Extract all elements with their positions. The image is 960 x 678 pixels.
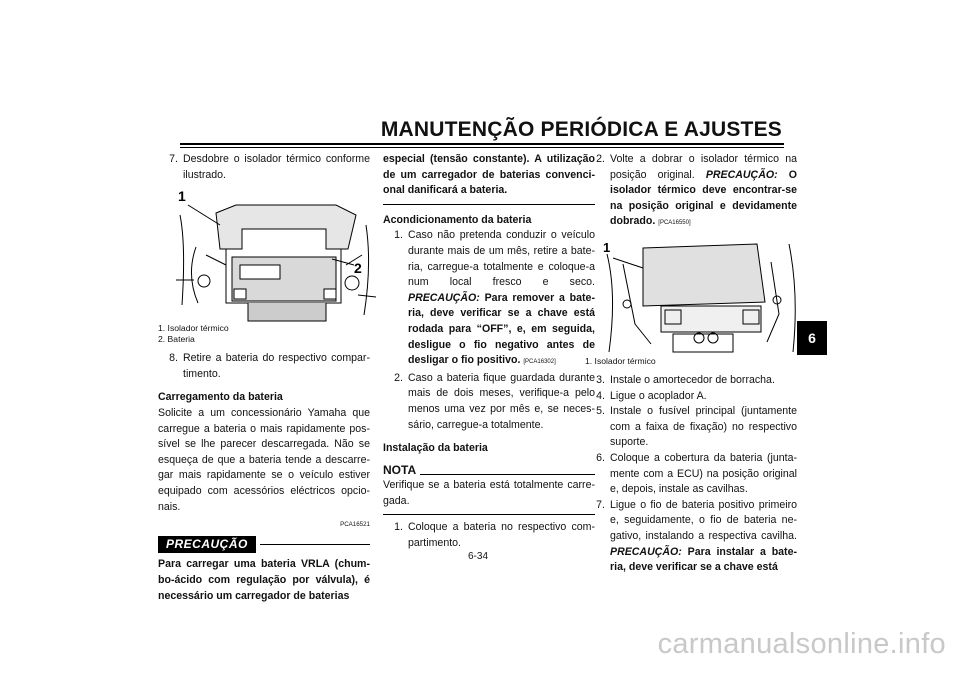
storage-item-1: 1. Caso não pretenda conduzir o veículo durante mais de um mês, retire a bate-ria, carregue-a totalmente e coloque-a num local fresco e seco. PRECAUÇÃO: Para remover a bate-ria, deve verificar se a chave está rodada para “OFF”, e, em seguida, desligue o fio negativo antes de desligar o fio positivo. [PCA16302] bbox=[394, 229, 595, 367]
note-label: NOTA bbox=[383, 462, 417, 477]
caution-banner bbox=[158, 536, 370, 554]
column-2 bbox=[383, 152, 595, 552]
install-item-3: 3. Instale o amortecedor de borracha. bbox=[596, 373, 775, 386]
figure-caption-2: 2. Bateria bbox=[158, 334, 195, 345]
charging-paragraph: Solicite a um concessionário Yamaha que carregue a bateria o mais rapidamente pos-sível se lhe parecer descarregada. Não se esqueça de que a bateria tende a descarre-gar mais rapidamente se o veículo estiver equipado com acessórios eléctricos opcio-nais. bbox=[158, 406, 370, 513]
install-item-1: 1. Coloque a bateria no respectivo com-partimento. bbox=[394, 521, 595, 550]
header-rule bbox=[180, 143, 784, 145]
callout-1: 1 bbox=[178, 188, 186, 205]
section-heading-storage: Acondicionamento da bateria bbox=[383, 213, 532, 226]
page-number: 6-34 bbox=[468, 551, 489, 562]
note-text: Verifique se a bateria está totalmente carre-gada. bbox=[383, 479, 595, 507]
caution-label: PRECAUÇÃO bbox=[158, 536, 256, 554]
figure-battery-insulator bbox=[176, 185, 376, 323]
figure-caption-3: 1. Isolador térmico bbox=[585, 355, 656, 366]
column-3 bbox=[585, 152, 797, 576]
page-title: MANUTENÇÃO PERIÓDICA E AJUSTES bbox=[380, 118, 782, 141]
install-item-5: 5. Instale o fusível principal (juntamente com a faixa de fixação) no respectivo suporte. bbox=[596, 405, 797, 449]
figure-caption-1: 1. Isolador térmico bbox=[158, 323, 229, 334]
caution-continued: especial (tensão constante). A utilização de um carregador de baterias convenci-onal danificará a bateria. bbox=[383, 153, 595, 197]
caution-code: PCA16521 bbox=[340, 521, 370, 529]
install-item-7: 7. Ligue o fio de bateria positivo primeiro e, seguidamente, o fio de bateria ne-gativo, instalando a respectiva cavilha. PRECAUÇÃO: Para instalar a bate-ria, deve verificar se a chave está bbox=[596, 498, 798, 574]
note-banner bbox=[383, 463, 595, 479]
caution-text: Para carregar uma bateria VRLA (chum-bo-ácido com regulação por válvula), é necessário um carregador de baterias bbox=[158, 558, 370, 602]
callout-2: 2 bbox=[354, 260, 362, 277]
figure-insulator-folded bbox=[603, 234, 803, 356]
chapter-tab: 6 bbox=[797, 321, 827, 355]
note-end-rule bbox=[383, 514, 595, 515]
step-8: 8. Retire a bateria do respectivo compar-timento. bbox=[169, 352, 370, 380]
header-rule-thin bbox=[180, 147, 784, 148]
callout-1: 1 bbox=[603, 239, 611, 255]
section-heading-charging: Carregamento da bateria bbox=[158, 391, 283, 404]
install-item-4: 4. Ligue o acoplador A. bbox=[596, 389, 707, 402]
section-heading-install: Instalação da bateria bbox=[383, 442, 488, 455]
watermark: carmanualsonline.info bbox=[657, 628, 946, 660]
battery-illustration bbox=[176, 185, 376, 323]
step-7: 7. Desdobre o isolador térmico conforme ilustrado. bbox=[169, 153, 370, 181]
insulator-illustration bbox=[603, 234, 803, 356]
storage-item-2: 2. Caso a bateria fique guardada durante mais de dois meses, verifique-a pelo menos uma vez por mês e, se neces-sário, carregue-a totalmente. bbox=[394, 371, 595, 431]
column-1 bbox=[158, 152, 370, 604]
install-item-6: 6. Coloque a cobertura da bateria (junta-mente com a ECU) na posição original e, depois, instale as cavilhas. bbox=[596, 451, 797, 496]
install-item-2: 2. Volte a dobrar o isolador térmico na posição original. PRECAUÇÃO: O isolador térmico deve encontrar-se na posição original e devidamente dobrado. [PCA16550] bbox=[596, 153, 797, 228]
caution-end-rule bbox=[383, 204, 595, 205]
